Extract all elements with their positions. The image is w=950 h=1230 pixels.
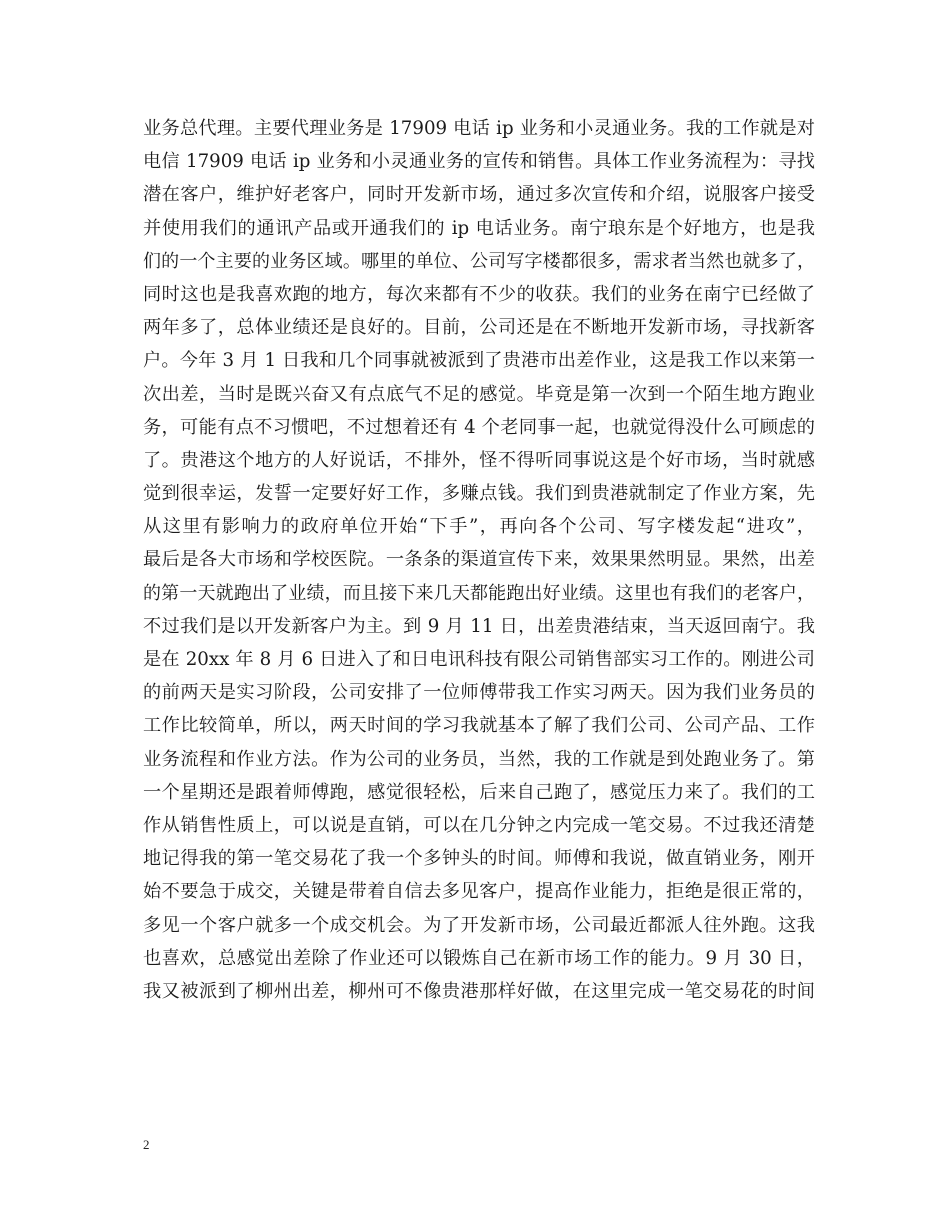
text-line: 业务流程和作业方法。作为公司的业务员，当然，我的工作就是到处跑业务了。第: [143, 748, 815, 770]
text-line: 也喜欢，总感觉出差除了作业还可以锻炼自己在新市场工作的能力。9 月 30 日，: [143, 947, 815, 969]
text-line: 务，可能有点不习惯吧，不过想着还有 4 个老同事一起，也就觉得没什么可顾虑的: [143, 416, 815, 438]
text-line: 工作比较简单，所以，两天时间的学习我就基本了解了我们公司、公司产品、工作: [143, 715, 815, 737]
body-text: [143, 112, 815, 1008]
text-line: 觉到很幸运，发誓一定要好好工作，多赚点钱。我们到贵港就制定了作业方案，先: [143, 483, 815, 505]
text-line: 从这里有影响力的政府单位开始“下手”，再向各个公司、写字楼发起“进攻”，: [143, 516, 815, 538]
page-number: 2: [143, 1137, 150, 1152]
text-line: 并使用我们的通讯产品或开通我们的 ip 电话业务。南宁琅东是个好地方，也是我: [143, 217, 815, 239]
text-line: 次出差，当时是既兴奋又有点底气不足的感觉。毕竟是第一次到一个陌生地方跑业: [143, 383, 815, 405]
text-line: 们的一个主要的业务区域。哪里的单位、公司写字楼都很多，需求者当然也就多了，: [143, 250, 815, 272]
text-line: 的第一天就跑出了业绩，而且接下来几天都能跑出好业绩。这里也有我们的老客户，: [143, 582, 815, 604]
text-line: 始不要急于成交，关键是带着自信去多见客户，提高作业能力，拒绝是很正常的，: [143, 881, 815, 903]
text-line: 多见一个客户就多一个成交机会。为了开发新市场，公司最近都派人往外跑。这我: [143, 914, 815, 936]
text-line: 潜在客户，维护好老客户，同时开发新市场，通过多次宣传和介绍，说服客户接受: [143, 184, 815, 206]
text-line: 的前两天是实习阶段，公司安排了一位师傅带我工作实习两天。因为我们业务员的: [143, 682, 815, 704]
text-line: 是在 20xx 年 8 月 6 日进入了和日电讯科技有限公司销售部实习工作的。刚进公司: [143, 649, 815, 670]
text-line: 了。贵港这个地方的人好说话，不排外，怪不得听同事说这是个好市场，当时就感: [143, 449, 815, 471]
text-line: 不过我们是以开发新客户为主。到 9 月 11 日，出差贵港结束，当天返回南宁。我: [143, 615, 815, 637]
text-line: 地记得我的第一笔交易花了我一个多钟头的时间。师傅和我说，做直销业务，刚开: [143, 848, 815, 870]
text-line: 两年多了，总体业绩还是良好的。目前，公司还是在不断地开发新市场，寻找新客: [143, 317, 815, 339]
text-line: 电信 17909 电话 ip 业务和小灵通业务的宣传和销售。具体工作业务流程为：寻找: [143, 151, 815, 173]
text-line: 最后是各大市场和学校医院。一条条的渠道宣传下来，效果果然明显。果然，出差: [143, 549, 815, 571]
text-line: 户。今年 3 月 1 日我和几个同事就被派到了贵港市出差作业，这是我工作以来第一: [143, 350, 815, 372]
text-line: 业务总代理。主要代理业务是 17909 电话 ip 业务和小灵通业务。我的工作就是对: [143, 118, 815, 139]
text-line: 我又被派到了柳州出差，柳州可不像贵港那样好做，在这里完成一笔交易花的时间: [143, 980, 815, 1002]
text-line: 一个星期还是跟着师傅跑，感觉很轻松，后来自己跑了，感觉压力来了。我们的工: [143, 781, 815, 803]
text-line: 同时这也是我喜欢跑的地方，每次来都有不少的收获。我们的业务在南宁已经做了: [143, 283, 815, 305]
text-line: 作从销售性质上，可以说是直销，可以在几分钟之内完成一笔交易。不过我还清楚: [143, 814, 815, 836]
